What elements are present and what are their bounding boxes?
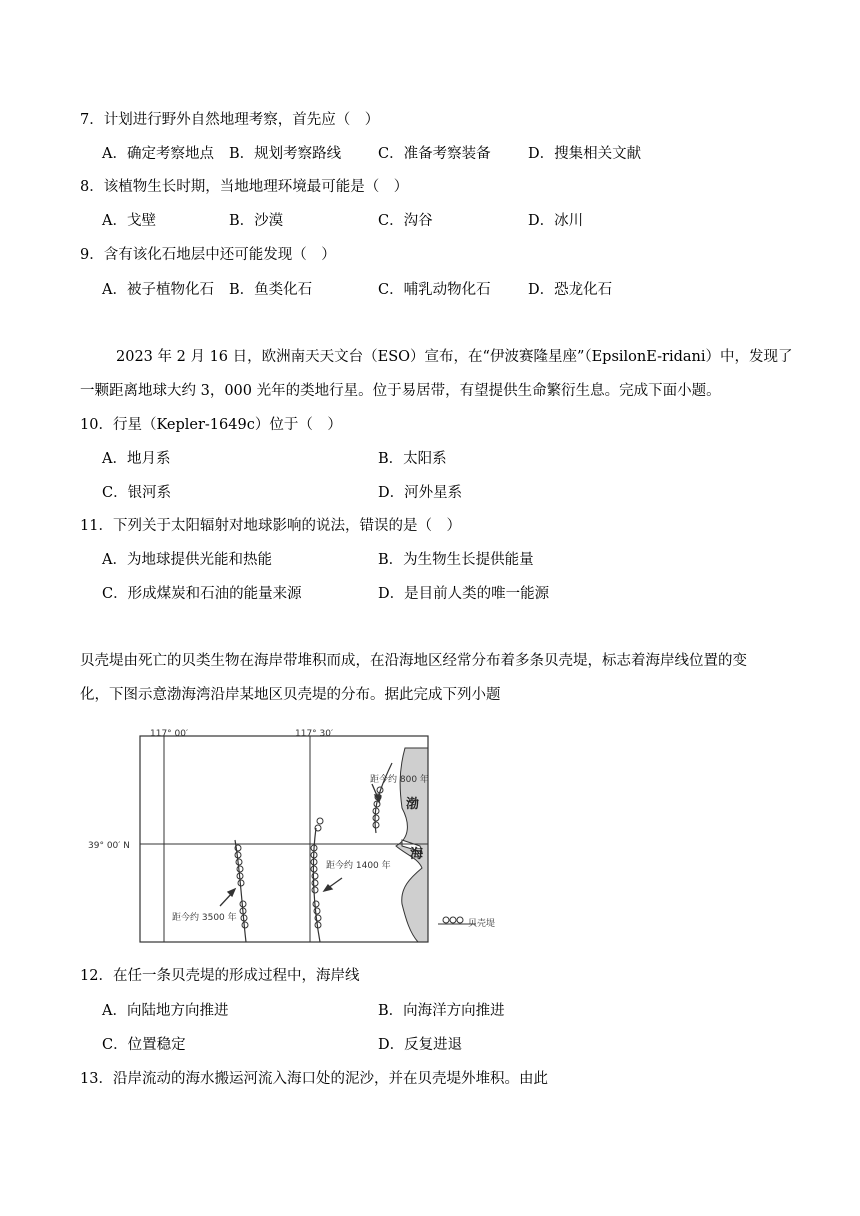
q10-option-a: A．地月系 <box>102 451 171 467</box>
q11-option-d: D．是目前人类的唯一能源 <box>378 586 550 602</box>
passage2-line1: 2023 年 2 月 16 日，欧洲南天天文台（ESO）宣布，在“伊波赛隆星座”（EpsilonE-ridani）中，发现了 <box>116 349 793 365</box>
q11-option-c: C．形成煤炭和石油的能量来源 <box>102 586 302 602</box>
lon-label-117-00: 117° 00′ <box>150 729 189 739</box>
q8-option-a: A．戈壁 <box>102 213 156 229</box>
label-800-years: 距今约 800 年 <box>370 775 429 785</box>
q7-option-b: B．规划考察路线 <box>229 146 342 162</box>
shell-ridge-800 <box>373 787 383 828</box>
sea-label-bo: 渤 <box>406 797 420 812</box>
q9-stem: 9．含有该化石地层中还可能发现（ ） <box>80 247 336 263</box>
passage3-line1: 贝壳堤由死亡的贝类生物在海岸带堆积而成，在沿海地区经常分布着多条贝壳堤，标志着海岸线位置的变 <box>80 653 747 669</box>
q8-stem: 8．该植物生长时期，当地地理环境最可能是（ ） <box>80 179 409 195</box>
shell-ridge-map <box>80 728 520 950</box>
legend-label: 贝壳堤 <box>468 919 496 929</box>
q10-stem: 10．行星（Kepler-1649c）位于（ ） <box>80 417 342 433</box>
q12-option-b: B．向海洋方向推进 <box>378 1003 505 1019</box>
q8-option-c: C．沟谷 <box>378 213 433 229</box>
sea-label-hai: 海 <box>410 847 424 862</box>
passage3-line2: 化，下图示意渤海湾沿岸某地区贝壳堤的分布。据此完成下列小题 <box>80 687 501 703</box>
q10-option-c: C．银河系 <box>102 485 172 501</box>
q12-option-a: A．向陆地方向推进 <box>102 1003 229 1019</box>
q7-option-d: D．搜集相关文献 <box>528 146 642 162</box>
q11-option-a: A．为地球提供光能和热能 <box>102 552 272 568</box>
q10-option-b: B．太阳系 <box>378 451 447 467</box>
label-3500-years: 距今约 3500 年 <box>172 913 237 923</box>
q7-stem: 7．计划进行野外自然地理考察，首先应（ ） <box>80 112 380 128</box>
q8-option-d: D．冰川 <box>528 213 584 229</box>
q9-option-a: A．被子植物化石 <box>102 282 214 298</box>
q11-stem: 11．下列关于太阳辐射对地球影响的说法，错误的是（ ） <box>80 518 461 534</box>
shell-ridge-3500 <box>235 845 248 928</box>
arrow-head-3500 <box>228 889 235 896</box>
lat-label-39-00: 39° 00′ N <box>88 841 130 851</box>
q12-stem: 12．在任一条贝壳堤的形成过程中，海岸线 <box>80 968 360 984</box>
q7-option-c: C．准备考察装备 <box>378 146 491 162</box>
lon-label-117-30: 117° 30′ <box>295 729 334 739</box>
q11-option-b: B．为生物生长提供能量 <box>378 552 534 568</box>
q10-option-d: D．河外星系 <box>378 485 463 501</box>
passage2-line2: 一颗距离地球大约 3，000 光年的类地行星。位于易居带，有望提供生命繁衍生息。完成下面小题。 <box>80 383 721 399</box>
q12-option-d: D．反复进退 <box>378 1037 463 1053</box>
q9-option-b: B．鱼类化石 <box>229 282 313 298</box>
q8-option-b: B．沙漠 <box>229 213 284 229</box>
q7-option-a: A．确定考察地点 <box>102 146 214 162</box>
map-frame <box>140 736 428 942</box>
map-legend <box>438 917 495 929</box>
q12-option-c: C．位置稳定 <box>102 1037 186 1053</box>
q13-stem: 13．沿岸流动的海水搬运河流入海口处的泥沙，并在贝壳堤外堆积。由此 <box>80 1071 548 1087</box>
q9-option-c: C．哺乳动物化石 <box>378 282 491 298</box>
label-1400-years: 距今约 1400 年 <box>326 861 391 871</box>
q9-option-d: D．恐龙化石 <box>528 282 613 298</box>
